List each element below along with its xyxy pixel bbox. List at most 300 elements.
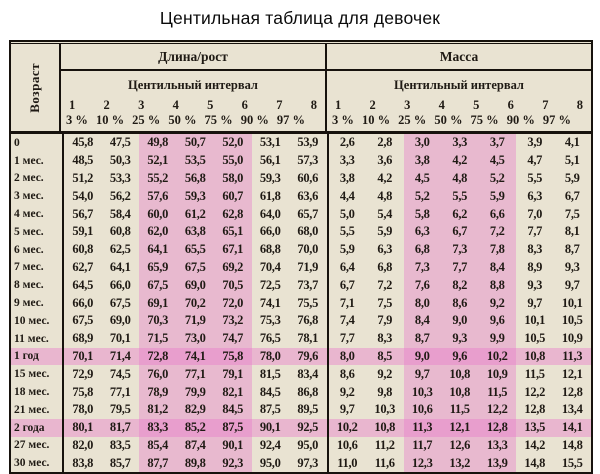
mass-cells	[329, 259, 592, 277]
value-cell: 73,7	[297, 277, 319, 292]
interval-number: 8	[576, 98, 583, 112]
value-cell: 69,0	[177, 276, 215, 294]
centile-interval-label-mass: Центильный интервал	[394, 78, 524, 92]
value-cell: 12,8	[524, 402, 546, 417]
value-cell: 8,4	[479, 259, 517, 277]
value-cell: 7,1	[339, 295, 355, 310]
value-cell: 66,0	[259, 224, 281, 239]
value-cell: 67,5	[72, 313, 94, 328]
value-cell: 7,3	[404, 259, 442, 277]
percentile-label: 97 %	[542, 113, 571, 127]
value-cell: 6,7	[441, 223, 479, 241]
table-row	[11, 187, 591, 205]
value-cell: 12,1	[561, 366, 583, 381]
value-cell: 3,3	[339, 153, 355, 168]
value-cell: 9,7	[527, 295, 543, 310]
value-cell: 60,6	[297, 170, 319, 185]
value-cell: 70,2	[177, 294, 215, 312]
value-cell: 61,2	[177, 205, 215, 223]
value-cell: 85,4	[139, 437, 177, 455]
value-cell: 52,0	[214, 134, 252, 152]
value-cell: 48,5	[72, 153, 94, 168]
value-cell: 3,8	[339, 170, 355, 185]
mass-cells	[329, 312, 592, 330]
value-cell: 78,0	[72, 402, 94, 417]
section-header-length	[61, 44, 327, 131]
table-row	[11, 330, 591, 348]
value-cell: 11,3	[404, 419, 442, 437]
value-cell: 7,6	[404, 276, 442, 294]
value-cell: 11,5	[441, 401, 479, 419]
value-cell: 10,9	[479, 365, 517, 383]
value-cell: 10,8	[374, 420, 396, 435]
value-cell: 70,4	[259, 259, 281, 274]
value-cell: 5,5	[441, 187, 479, 205]
value-cell: 62,5	[109, 242, 131, 257]
value-cell: 68,0	[297, 224, 319, 239]
value-cell: 76,0	[139, 365, 177, 383]
value-cell: 72,0	[214, 294, 252, 312]
value-cell: 83,3	[139, 419, 177, 437]
value-cell: 69,1	[139, 294, 177, 312]
value-cell: 7,9	[377, 313, 393, 328]
value-cell: 85,2	[177, 419, 215, 437]
value-cell: 65,9	[139, 259, 177, 277]
value-cell: 14,8	[561, 437, 583, 452]
percentile-label: 3 %	[332, 113, 354, 127]
value-cell: 7,5	[377, 295, 393, 310]
value-cell: 6,4	[339, 259, 355, 274]
mass-cells	[329, 419, 592, 437]
value-cell: 62,7	[72, 259, 94, 274]
age-label: 3 мес.	[11, 187, 64, 205]
value-cell: 81,5	[259, 366, 281, 381]
value-cell: 83,4	[297, 366, 319, 381]
value-cell: 63,6	[297, 188, 319, 203]
value-cell: 11,7	[404, 437, 442, 455]
value-cell: 11,0	[337, 455, 358, 470]
age-label: 18 мес.	[11, 383, 64, 401]
value-cell: 55,0	[214, 152, 252, 170]
table-row	[11, 152, 591, 170]
age-label: 27 мес.	[11, 437, 64, 455]
mass-cells	[329, 241, 592, 259]
value-cell: 69,2	[214, 259, 252, 277]
value-cell: 89,5	[297, 402, 319, 417]
value-cell: 79,6	[297, 348, 319, 363]
value-cell: 53,9	[297, 135, 319, 150]
value-cell: 15,5	[561, 455, 583, 470]
value-cell: 10,2	[336, 420, 358, 435]
value-cell: 7,4	[339, 313, 355, 328]
value-cell: 10,6	[336, 437, 358, 452]
interval-number: 6	[507, 98, 514, 112]
mass-cells	[329, 187, 592, 205]
value-cell: 8,2	[441, 276, 479, 294]
value-cell: 5,2	[479, 170, 517, 188]
value-cell: 7,7	[339, 331, 355, 346]
percentile-label: 10 %	[95, 113, 125, 127]
table-row	[11, 259, 591, 277]
value-cell: 64,5	[72, 277, 94, 292]
value-cell: 7,7	[527, 224, 543, 239]
value-cell: 57,3	[297, 153, 319, 168]
value-cell: 87,4	[177, 437, 215, 455]
interval-number: 8	[310, 98, 317, 112]
value-cell: 10,1	[524, 313, 546, 328]
value-cell: 50,7	[177, 134, 215, 152]
value-cell: 6,3	[377, 242, 393, 257]
value-cell: 4,8	[377, 188, 393, 203]
value-cell: 55,2	[139, 170, 177, 188]
value-cell: 87,7	[139, 454, 177, 472]
value-cell: 11,5	[479, 383, 517, 401]
table-row	[11, 205, 591, 223]
value-cell: 71,9	[177, 312, 215, 330]
value-cell: 76,5	[259, 331, 281, 346]
interval-numbers-row-mass	[327, 96, 591, 113]
percentile-label: 3 %	[66, 113, 88, 127]
age-label: 1 мес.	[11, 152, 64, 170]
interval-number: 2	[369, 98, 376, 112]
value-cell: 7,0	[527, 206, 543, 221]
value-cell: 82,9	[177, 401, 215, 419]
value-cell: 90,1	[259, 420, 281, 435]
value-cell: 59,3	[259, 170, 281, 185]
value-cell: 79,9	[177, 383, 215, 401]
mass-cells	[329, 205, 592, 223]
value-cell: 8,0	[404, 294, 442, 312]
length-cells	[64, 152, 329, 170]
value-cell: 9,7	[404, 365, 442, 383]
value-cell: 60,8	[72, 242, 94, 257]
value-cell: 12,8	[561, 384, 583, 399]
interval-number: 2	[103, 98, 110, 112]
value-cell: 5,9	[377, 224, 393, 239]
value-cell: 74,5	[109, 366, 131, 381]
age-label: 30 мес.	[11, 454, 64, 472]
interval-number: 7	[276, 98, 283, 112]
section-header-mass	[327, 44, 591, 131]
value-cell: 90,1	[214, 437, 252, 455]
value-cell: 8,6	[339, 366, 355, 381]
age-column-header	[11, 44, 61, 131]
mass-cells	[329, 330, 592, 348]
age-label: 9 мес.	[11, 294, 64, 312]
table-header	[11, 44, 591, 134]
value-cell: 11,6	[374, 455, 395, 470]
value-cell: 95,0	[259, 455, 281, 470]
value-cell: 89,8	[177, 454, 215, 472]
value-cell: 73,2	[214, 312, 252, 330]
value-cell: 59,1	[72, 224, 94, 239]
table-row	[11, 454, 591, 472]
value-cell: 9,3	[564, 259, 580, 274]
value-cell: 83,8	[72, 455, 94, 470]
mass-cells	[329, 134, 592, 152]
value-cell: 3,6	[377, 153, 393, 168]
value-cell: 8,9	[527, 259, 543, 274]
value-cell: 60,8	[109, 224, 131, 239]
value-cell: 4,2	[377, 170, 393, 185]
age-label: 15 мес.	[11, 365, 64, 383]
age-label: 7 мес.	[11, 259, 64, 277]
table-row	[11, 401, 591, 419]
section-title-mass: Масса	[327, 44, 591, 71]
value-cell: 53,5	[177, 152, 215, 170]
value-cell: 9,2	[479, 294, 517, 312]
mass-cells	[329, 401, 592, 419]
mass-cells	[329, 294, 592, 312]
value-cell: 9,3	[441, 330, 479, 348]
mass-cells	[329, 437, 592, 455]
mass-cells	[329, 383, 592, 401]
value-cell: 51,2	[72, 170, 94, 185]
value-cell: 8,5	[377, 348, 393, 363]
table-row	[11, 223, 591, 241]
age-label: 10 мес.	[11, 312, 64, 330]
length-cells	[64, 187, 329, 205]
mass-cells	[329, 170, 592, 188]
length-cells	[64, 383, 329, 401]
percentile-row-mass	[327, 113, 591, 131]
value-cell: 8,0	[339, 348, 355, 363]
value-cell: 9,3	[527, 277, 543, 292]
value-cell: 4,5	[404, 170, 442, 188]
value-cell: 67,5	[139, 276, 177, 294]
value-cell: 6,3	[527, 188, 543, 203]
interval-number: 5	[473, 98, 480, 112]
age-label: 2 года	[11, 419, 64, 437]
value-cell: 75,8	[214, 348, 252, 366]
percentile-label: 50 %	[434, 113, 463, 127]
value-cell: 3,0	[404, 134, 442, 152]
value-cell: 9,2	[377, 366, 393, 381]
percentile-label: 10 %	[361, 113, 391, 127]
value-cell: 56,2	[109, 188, 131, 203]
value-cell: 92,3	[214, 454, 252, 472]
interval-number: 7	[542, 98, 549, 112]
value-cell: 7,5	[564, 206, 580, 221]
value-cell: 65,7	[297, 206, 319, 221]
value-cell: 60,0	[139, 205, 177, 223]
value-cell: 10,9	[561, 331, 583, 346]
value-cell: 63,8	[177, 223, 215, 241]
value-cell: 74,7	[214, 330, 252, 348]
value-cell: 10,5	[524, 331, 546, 346]
value-cell: 10,5	[561, 313, 583, 328]
percentile-label: 25 %	[132, 113, 161, 127]
value-cell: 4,5	[479, 152, 517, 170]
value-cell: 3,7	[479, 134, 517, 152]
value-cell: 79,1	[214, 365, 252, 383]
value-cell: 5,1	[564, 153, 580, 168]
value-cell: 10,6	[404, 401, 442, 419]
value-cell: 12,6	[441, 437, 479, 455]
value-cell: 70,1	[72, 348, 94, 363]
value-cell: 71,5	[139, 330, 177, 348]
value-cell: 5,8	[404, 205, 442, 223]
value-cell: 7,3	[441, 241, 479, 259]
age-label: 11 мес.	[11, 330, 64, 348]
percentile-label: 75 %	[470, 113, 499, 127]
interval-number: 3	[138, 98, 145, 112]
value-cell: 65,5	[177, 241, 215, 259]
value-cell: 8,3	[377, 331, 393, 346]
value-cell: 81,2	[139, 401, 177, 419]
value-cell: 6,2	[441, 205, 479, 223]
length-cells	[64, 365, 329, 383]
length-cells	[64, 170, 329, 188]
value-cell: 2,6	[339, 135, 355, 150]
value-cell: 8,7	[404, 330, 442, 348]
value-cell: 11,2	[374, 437, 395, 452]
value-cell: 62,0	[139, 223, 177, 241]
value-cell: 97,3	[297, 455, 319, 470]
length-cells	[64, 330, 329, 348]
length-cells	[64, 312, 329, 330]
age-label: 4 мес.	[11, 205, 64, 223]
value-cell: 6,3	[404, 223, 442, 241]
interval-number: 4	[438, 98, 445, 112]
value-cell: 6,8	[377, 259, 393, 274]
value-cell: 13,4	[561, 402, 583, 417]
value-cell: 67,5	[109, 295, 131, 310]
value-cell: 7,8	[479, 241, 517, 259]
table-row	[11, 170, 591, 188]
value-cell: 8,8	[479, 276, 517, 294]
value-cell: 86,8	[297, 384, 319, 399]
age-header-label: Возраст	[27, 62, 42, 113]
value-cell: 8,3	[527, 242, 543, 257]
interval-number: 3	[404, 98, 411, 112]
table-row	[11, 241, 591, 259]
age-label: 8 мес.	[11, 276, 64, 294]
value-cell: 13,5	[524, 420, 546, 435]
value-cell: 10,8	[524, 348, 546, 363]
value-cell: 56,8	[177, 170, 215, 188]
value-cell: 5,9	[564, 170, 580, 185]
table-row	[11, 365, 591, 383]
age-label: 6 мес.	[11, 241, 64, 259]
value-cell: 67,1	[214, 241, 252, 259]
value-cell: 52,1	[139, 152, 177, 170]
value-cell: 9,8	[377, 384, 393, 399]
length-cells	[64, 348, 329, 366]
value-cell: 9,7	[339, 402, 355, 417]
value-cell: 50,3	[109, 153, 131, 168]
value-cell: 8,1	[564, 224, 580, 239]
centile-interval-label-length: Центильный интервал	[128, 78, 258, 92]
value-cell: 61,8	[259, 188, 281, 203]
interval-number: 1	[69, 98, 76, 112]
value-cell: 12,1	[441, 419, 479, 437]
length-cells	[64, 294, 329, 312]
value-cell: 13,2	[441, 454, 479, 472]
value-cell: 64,1	[139, 241, 177, 259]
value-cell: 71,9	[297, 259, 319, 274]
value-cell: 70,5	[214, 276, 252, 294]
value-cell: 95,0	[297, 437, 319, 452]
mass-cells	[329, 223, 592, 241]
value-cell: 7,2	[377, 277, 393, 292]
value-cell: 5,9	[479, 187, 517, 205]
mass-cells	[329, 454, 592, 472]
value-cell: 12,2	[524, 384, 546, 399]
length-cells	[64, 276, 329, 294]
value-cell: 77,1	[109, 384, 131, 399]
value-cell: 5,4	[377, 206, 393, 221]
value-cell: 10,3	[374, 402, 396, 417]
value-cell: 76,8	[297, 313, 319, 328]
value-cell: 67,5	[177, 259, 215, 277]
value-cell: 5,9	[339, 242, 355, 257]
length-cells	[64, 437, 329, 455]
value-cell: 8,4	[404, 312, 442, 330]
page-title: Центильная таблица для девочек	[159, 8, 441, 28]
interval-number: 6	[241, 98, 248, 112]
value-cell: 56,7	[72, 206, 94, 221]
value-cell: 82,1	[214, 383, 252, 401]
value-cell: 66,0	[72, 295, 94, 310]
value-cell: 9,0	[404, 348, 442, 366]
value-cell: 6,8	[404, 241, 442, 259]
value-cell: 65,1	[214, 223, 252, 241]
value-cell: 75,8	[72, 384, 94, 399]
value-cell: 11,3	[562, 348, 583, 363]
value-cell: 3,9	[527, 135, 543, 150]
value-cell: 92,5	[297, 420, 319, 435]
value-cell: 72,5	[259, 277, 281, 292]
interval-number: 1	[335, 98, 342, 112]
age-label: 0	[11, 134, 64, 152]
value-cell: 69,0	[109, 313, 131, 328]
value-cell: 10,8	[441, 383, 479, 401]
value-cell: 47,5	[109, 135, 131, 150]
value-cell: 13,9	[479, 454, 517, 472]
value-cell: 9,9	[479, 330, 517, 348]
value-cell: 75,3	[259, 313, 281, 328]
value-cell: 87,5	[214, 419, 252, 437]
length-cells	[64, 454, 329, 472]
value-cell: 5,0	[339, 206, 355, 221]
value-cell: 10,1	[561, 295, 583, 310]
value-cell: 6,7	[564, 188, 580, 203]
value-cell: 87,5	[259, 402, 281, 417]
value-cell: 10,3	[404, 383, 442, 401]
value-cell: 54,0	[72, 188, 94, 203]
value-cell: 4,8	[441, 170, 479, 188]
value-cell: 60,7	[214, 187, 252, 205]
value-cell: 14,1	[561, 420, 583, 435]
table-row	[11, 348, 591, 366]
percentile-row-length	[61, 113, 325, 131]
table-row	[11, 419, 591, 437]
value-cell: 9,0	[441, 312, 479, 330]
value-cell: 71,4	[109, 348, 131, 363]
value-cell: 49,8	[139, 134, 177, 152]
interval-number: 5	[207, 98, 214, 112]
value-cell: 78,0	[259, 348, 281, 363]
table-body	[11, 134, 591, 472]
value-cell: 57,6	[139, 187, 177, 205]
value-cell: 11,5	[524, 366, 545, 381]
value-cell: 72,9	[72, 366, 94, 381]
percentile-label: 25 %	[398, 113, 427, 127]
value-cell: 10,2	[479, 348, 517, 366]
value-cell: 7,7	[441, 259, 479, 277]
value-cell: 9,6	[441, 348, 479, 366]
